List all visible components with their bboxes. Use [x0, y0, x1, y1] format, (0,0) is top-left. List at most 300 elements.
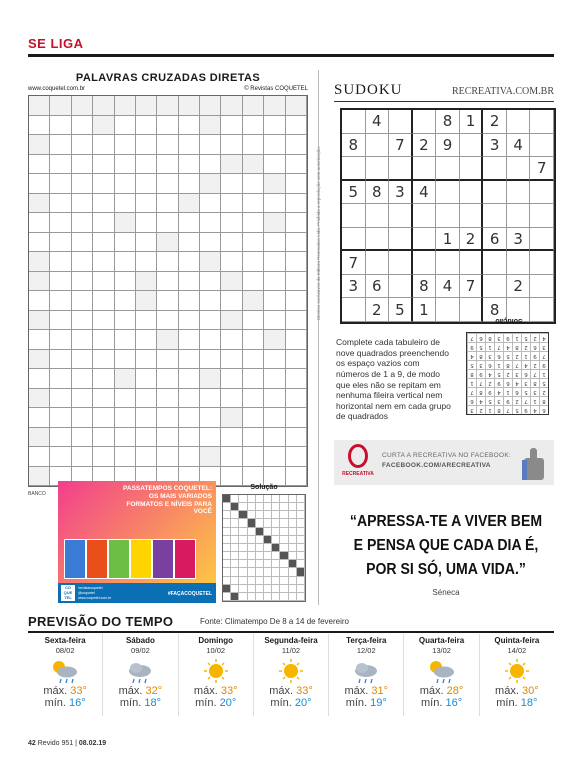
- forecast-max: [179, 685, 253, 697]
- crossword-answer-cell[interactable]: [200, 213, 221, 233]
- crossword-answer-cell[interactable]: [179, 447, 200, 467]
- crossword-answer-cell[interactable]: [136, 155, 157, 175]
- crossword-answer-cell[interactable]: [243, 272, 264, 292]
- sudoku-empty-cell[interactable]: [460, 204, 484, 228]
- sudoku-empty-cell[interactable]: [460, 251, 484, 275]
- crossword-answer-cell[interactable]: [93, 408, 114, 428]
- crossword-answer-cell[interactable]: [115, 252, 136, 272]
- crossword-answer-cell[interactable]: [50, 213, 71, 233]
- sudoku-empty-cell[interactable]: [389, 228, 413, 252]
- crossword-answer-cell[interactable]: [243, 252, 264, 272]
- crossword-answer-cell[interactable]: [286, 272, 307, 292]
- crossword-answer-cell[interactable]: [72, 369, 93, 389]
- crossword-answer-cell[interactable]: [243, 194, 264, 214]
- crossword-answer-cell[interactable]: [179, 233, 200, 253]
- sudoku-solution-cell: 2: [530, 360, 539, 369]
- crossword-answer-cell[interactable]: [200, 311, 221, 331]
- crossword-answer-cell[interactable]: [136, 311, 157, 331]
- crossword-answer-cell[interactable]: [179, 213, 200, 233]
- crossword-answer-cell[interactable]: [93, 155, 114, 175]
- crossword-answer-cell[interactable]: [179, 116, 200, 136]
- crossword-answer-cell[interactable]: [115, 233, 136, 253]
- crossword-answer-cell[interactable]: [29, 369, 50, 389]
- crossword-answer-cell[interactable]: [221, 350, 242, 370]
- crossword-answer-cell[interactable]: [179, 428, 200, 448]
- sudoku-empty-cell[interactable]: [436, 251, 460, 275]
- crossword-answer-cell[interactable]: [72, 155, 93, 175]
- crossword-answer-cell[interactable]: [50, 272, 71, 292]
- sudoku-empty-cell[interactable]: [460, 134, 484, 158]
- crossword-answer-cell[interactable]: [179, 350, 200, 370]
- facebook-banner[interactable]: [334, 440, 554, 485]
- crossword-answer-cell[interactable]: [136, 135, 157, 155]
- crossword-answer-cell[interactable]: [221, 389, 242, 409]
- crossword-answer-cell[interactable]: [93, 213, 114, 233]
- crossword-answer-cell[interactable]: [29, 330, 50, 350]
- crossword-answer-cell[interactable]: [286, 330, 307, 350]
- sudoku-given-cell: 2: [483, 110, 507, 134]
- crossword-answer-cell[interactable]: [115, 174, 136, 194]
- crossword-answer-cell[interactable]: [50, 155, 71, 175]
- sudoku-empty-cell[interactable]: [530, 110, 554, 134]
- crossword-answer-cell[interactable]: [157, 174, 178, 194]
- sudoku-empty-cell[interactable]: [460, 181, 484, 205]
- crossword-answer-cell[interactable]: [50, 330, 71, 350]
- crossword-answer-cell[interactable]: [50, 408, 71, 428]
- crossword-answer-cell[interactable]: [157, 408, 178, 428]
- crossword-clue-cell: [179, 194, 200, 214]
- ad-links: [78, 586, 111, 601]
- crossword-answer-cell[interactable]: [29, 233, 50, 253]
- sudoku-empty-cell[interactable]: [530, 251, 554, 275]
- crossword-answer-cell[interactable]: [115, 155, 136, 175]
- sudoku-given-cell: 7: [530, 157, 554, 181]
- crossword-answer-cell[interactable]: [243, 330, 264, 350]
- solution-cell: [264, 519, 272, 527]
- crossword-answer-cell[interactable]: [179, 174, 200, 194]
- forecast-day: [103, 634, 178, 716]
- crossword-answer-cell[interactable]: [29, 447, 50, 467]
- sudoku-header: [334, 82, 554, 99]
- sudoku-empty-cell[interactable]: [530, 181, 554, 205]
- crossword-answer-cell[interactable]: [136, 233, 157, 253]
- crossword-answer-cell[interactable]: [286, 116, 307, 136]
- sudoku-empty-cell[interactable]: [389, 275, 413, 299]
- solution-cell: [289, 536, 297, 544]
- crossword-answer-cell[interactable]: [286, 194, 307, 214]
- crossword-answer-cell[interactable]: [157, 369, 178, 389]
- crossword-answer-cell[interactable]: [157, 252, 178, 272]
- crossword-answer-cell[interactable]: [29, 116, 50, 136]
- crossword-answer-cell[interactable]: [115, 389, 136, 409]
- sudoku-empty-cell[interactable]: [366, 251, 390, 275]
- crossword-answer-cell[interactable]: [50, 252, 71, 272]
- crossword-answer-cell[interactable]: [115, 330, 136, 350]
- crossword-answer-cell[interactable]: [93, 330, 114, 350]
- crossword-answer-cell[interactable]: [179, 369, 200, 389]
- sudoku-empty-cell[interactable]: [483, 251, 507, 275]
- crossword-answer-cell[interactable]: [93, 135, 114, 155]
- crossword-answer-cell[interactable]: [286, 252, 307, 272]
- recreativa-logo: [342, 444, 374, 482]
- ad-headline: PASSATEMPOS COQUETEL: OS MAIS VARIADOS FORMATOS E NÍVEIS PARA VOCÊ: [123, 485, 212, 516]
- crossword-answer-cell[interactable]: [72, 330, 93, 350]
- solution-cell: [280, 519, 288, 527]
- crossword-answer-cell[interactable]: [72, 447, 93, 467]
- sudoku-solution-cell: 3: [476, 360, 485, 369]
- sudoku-empty-cell[interactable]: [413, 157, 437, 181]
- crossword-answer-cell[interactable]: [200, 389, 221, 409]
- crossword-answer-cell[interactable]: [29, 408, 50, 428]
- crossword-answer-cell[interactable]: [93, 428, 114, 448]
- crossword-answer-cell[interactable]: [72, 174, 93, 194]
- crossword-answer-cell[interactable]: [93, 252, 114, 272]
- sudoku-empty-cell[interactable]: [342, 110, 366, 134]
- sudoku-empty-cell[interactable]: [460, 157, 484, 181]
- crossword-answer-cell[interactable]: [115, 311, 136, 331]
- crossword-answer-cell[interactable]: [200, 291, 221, 311]
- sudoku-empty-cell[interactable]: [436, 298, 460, 322]
- crossword-answer-cell[interactable]: [72, 252, 93, 272]
- crossword-answer-cell[interactable]: [221, 233, 242, 253]
- crossword-answer-cell[interactable]: [93, 291, 114, 311]
- crossword-answer-cell[interactable]: [157, 194, 178, 214]
- sudoku-empty-cell[interactable]: [507, 110, 531, 134]
- crossword-answer-cell[interactable]: [115, 116, 136, 136]
- crossword-answer-cell[interactable]: [157, 291, 178, 311]
- sudoku-empty-cell[interactable]: [507, 204, 531, 228]
- crossword-answer-cell[interactable]: [264, 291, 285, 311]
- crossword-answer-cell[interactable]: [243, 116, 264, 136]
- crossword-answer-cell[interactable]: [157, 350, 178, 370]
- crossword-answer-cell[interactable]: [264, 369, 285, 389]
- crossword-answer-cell[interactable]: [264, 155, 285, 175]
- sudoku-empty-cell[interactable]: [389, 157, 413, 181]
- crossword-answer-cell[interactable]: [50, 350, 71, 370]
- crossword-answer-cell[interactable]: [243, 369, 264, 389]
- crossword-answer-cell[interactable]: [221, 369, 242, 389]
- sudoku-empty-cell[interactable]: [483, 275, 507, 299]
- crossword-answer-cell[interactable]: [136, 252, 157, 272]
- crossword-answer-cell[interactable]: [221, 330, 242, 350]
- crossword-answer-cell[interactable]: [115, 272, 136, 292]
- crossword-answer-cell[interactable]: [179, 272, 200, 292]
- crossword-answer-cell[interactable]: [243, 408, 264, 428]
- solution-cell: [223, 528, 231, 536]
- crossword-answer-cell[interactable]: [93, 233, 114, 253]
- crossword-answer-cell[interactable]: [243, 389, 264, 409]
- crossword-answer-cell[interactable]: [286, 135, 307, 155]
- sudoku-empty-cell[interactable]: [413, 110, 437, 134]
- crossword-answer-cell[interactable]: [93, 272, 114, 292]
- crossword-answer-cell[interactable]: [50, 291, 71, 311]
- sudoku-empty-cell[interactable]: [413, 251, 437, 275]
- crossword-answer-cell[interactable]: [93, 369, 114, 389]
- crossword-answer-cell[interactable]: [221, 135, 242, 155]
- crossword-answer-cell[interactable]: [286, 428, 307, 448]
- crossword-answer-cell[interactable]: [136, 369, 157, 389]
- crossword-answer-cell[interactable]: [264, 428, 285, 448]
- solution-cell: [248, 544, 256, 552]
- sudoku-empty-cell[interactable]: [389, 204, 413, 228]
- crossword-answer-cell[interactable]: [179, 291, 200, 311]
- crossword-answer-cell[interactable]: [200, 428, 221, 448]
- crossword-answer-cell[interactable]: [264, 389, 285, 409]
- crossword-answer-cell[interactable]: [50, 135, 71, 155]
- crossword-answer-cell[interactable]: [157, 213, 178, 233]
- crossword-answer-cell[interactable]: [264, 272, 285, 292]
- crossword-answer-cell[interactable]: [243, 311, 264, 331]
- crossword-answer-cell[interactable]: [136, 116, 157, 136]
- sudoku-given-cell: 2: [460, 228, 484, 252]
- sudoku-empty-cell[interactable]: [530, 134, 554, 158]
- crossword-answer-cell[interactable]: [264, 408, 285, 428]
- sudoku-empty-cell[interactable]: [366, 228, 390, 252]
- crossword-answer-cell[interactable]: [264, 135, 285, 155]
- crossword-answer-cell[interactable]: [286, 155, 307, 175]
- crossword-answer-cell[interactable]: [29, 155, 50, 175]
- sudoku-solution-cell: 9: [521, 405, 530, 414]
- sudoku-empty-cell[interactable]: [413, 228, 437, 252]
- crossword-answer-cell[interactable]: [136, 194, 157, 214]
- crossword-answer-cell[interactable]: [264, 194, 285, 214]
- sudoku-empty-cell[interactable]: [530, 228, 554, 252]
- crossword-answer-cell[interactable]: [50, 311, 71, 331]
- sudoku-empty-cell[interactable]: [436, 181, 460, 205]
- crossword-answer-cell[interactable]: [50, 428, 71, 448]
- crossword-answer-cell[interactable]: [286, 350, 307, 370]
- crossword-answer-cell[interactable]: [157, 155, 178, 175]
- crossword-answer-cell[interactable]: [157, 135, 178, 155]
- solution-cell: [289, 593, 297, 601]
- crossword-answer-cell[interactable]: [264, 447, 285, 467]
- crossword-answer-cell[interactable]: [243, 447, 264, 467]
- crossword-answer-cell[interactable]: [179, 252, 200, 272]
- crossword-answer-cell[interactable]: [221, 447, 242, 467]
- crossword-answer-cell[interactable]: [115, 291, 136, 311]
- crossword-answer-cell[interactable]: [286, 369, 307, 389]
- crossword-answer-cell[interactable]: [115, 194, 136, 214]
- crossword-answer-cell[interactable]: [200, 194, 221, 214]
- crossword-answer-cell[interactable]: [29, 213, 50, 233]
- sudoku-solution-cell: 8: [539, 396, 548, 405]
- crossword-answer-cell[interactable]: [50, 174, 71, 194]
- sudoku-empty-cell[interactable]: [366, 134, 390, 158]
- crossword-answer-cell[interactable]: [243, 213, 264, 233]
- sudoku-empty-cell[interactable]: [342, 298, 366, 322]
- sudoku-empty-cell[interactable]: [389, 110, 413, 134]
- crossword-answer-cell[interactable]: [29, 291, 50, 311]
- crossword-answer-cell[interactable]: [179, 330, 200, 350]
- crossword-answer-cell[interactable]: [115, 135, 136, 155]
- crossword-answer-cell[interactable]: [136, 428, 157, 448]
- crossword-clue-cell: [136, 96, 157, 116]
- crossword-answer-cell[interactable]: [50, 389, 71, 409]
- sudoku-empty-cell[interactable]: [483, 204, 507, 228]
- crossword-answer-cell[interactable]: [72, 291, 93, 311]
- solution-cell: [231, 585, 239, 593]
- crossword-answer-cell[interactable]: [50, 447, 71, 467]
- crossword-answer-cell[interactable]: [157, 389, 178, 409]
- crossword-answer-cell[interactable]: [93, 350, 114, 370]
- crossword-answer-cell[interactable]: [221, 428, 242, 448]
- crossword-answer-cell[interactable]: [72, 135, 93, 155]
- crossword-answer-cell[interactable]: [264, 350, 285, 370]
- crossword-answer-cell[interactable]: [93, 194, 114, 214]
- crossword-answer-cell[interactable]: [136, 330, 157, 350]
- crossword-answer-cell[interactable]: [179, 155, 200, 175]
- crossword-answer-cell[interactable]: [72, 350, 93, 370]
- sudoku-solution-cell: 6: [521, 369, 530, 378]
- crossword-answer-cell[interactable]: [50, 233, 71, 253]
- crossword-answer-cell[interactable]: [157, 447, 178, 467]
- crossword-answer-cell[interactable]: [50, 194, 71, 214]
- sudoku-empty-cell[interactable]: [413, 204, 437, 228]
- crossword-answer-cell[interactable]: [286, 291, 307, 311]
- crossword-answer-cell[interactable]: [221, 291, 242, 311]
- crossword-answer-cell[interactable]: [93, 174, 114, 194]
- solution-cell: [223, 495, 231, 503]
- crossword-answer-cell[interactable]: [115, 350, 136, 370]
- ad-link-site[interactable]: www.coquetel.com.br: [78, 596, 112, 600]
- sudoku-empty-cell[interactable]: [436, 204, 460, 228]
- crossword-answer-cell[interactable]: [93, 311, 114, 331]
- sudoku-empty-cell[interactable]: [507, 157, 531, 181]
- crossword-solution-grid: [222, 494, 306, 602]
- facebook-url[interactable]: FACEBOOK.COM/ARECREATIVA: [382, 462, 491, 469]
- sudoku-empty-cell[interactable]: [483, 157, 507, 181]
- crossword-answer-cell[interactable]: [264, 116, 285, 136]
- crossword-answer-cell[interactable]: [200, 350, 221, 370]
- crossword-answer-cell[interactable]: [200, 135, 221, 155]
- sudoku-empty-cell[interactable]: [507, 181, 531, 205]
- coquetel-logo: CO QUE TEL: [61, 585, 75, 601]
- sun-cloud-rain-icon: [424, 657, 460, 685]
- sudoku-empty-cell[interactable]: [342, 204, 366, 228]
- crossword-answer-cell[interactable]: [221, 213, 242, 233]
- coquetel-ad[interactable]: [58, 481, 216, 603]
- crossword-answer-cell[interactable]: [29, 174, 50, 194]
- crossword-answer-cell[interactable]: [157, 116, 178, 136]
- crossword-answer-cell[interactable]: [200, 330, 221, 350]
- crossword-answer-cell[interactable]: [264, 311, 285, 331]
- sudoku-empty-cell[interactable]: [483, 181, 507, 205]
- solution-cell: [256, 577, 264, 585]
- crossword-answer-cell[interactable]: [243, 233, 264, 253]
- crossword-clue-cell: [29, 194, 50, 214]
- crossword-answer-cell[interactable]: [136, 389, 157, 409]
- sudoku-solution-cell: 8: [485, 333, 494, 342]
- sudoku-empty-cell[interactable]: [389, 251, 413, 275]
- crossword-answer-cell[interactable]: [115, 408, 136, 428]
- crossword-answer-cell[interactable]: [72, 233, 93, 253]
- sudoku-empty-cell[interactable]: [342, 228, 366, 252]
- crossword-answer-cell[interactable]: [243, 174, 264, 194]
- crossword-site: www.coquetel.com.br: [28, 86, 86, 92]
- crossword-answer-cell[interactable]: [179, 408, 200, 428]
- sudoku-empty-cell[interactable]: [366, 204, 390, 228]
- crossword-answer-cell[interactable]: [179, 389, 200, 409]
- solution-cell: [256, 568, 264, 576]
- crossword-answer-cell[interactable]: [221, 116, 242, 136]
- sudoku-given-cell: 6: [483, 228, 507, 252]
- crossword-answer-cell[interactable]: [115, 428, 136, 448]
- crossword-answer-cell[interactable]: [136, 174, 157, 194]
- crossword-answer-cell[interactable]: [221, 194, 242, 214]
- crossword-answer-cell[interactable]: [200, 155, 221, 175]
- ad-link-facebook[interactable]: /revistacoquetel: [78, 586, 103, 590]
- crossword-answer-cell[interactable]: [286, 174, 307, 194]
- crossword-answer-cell[interactable]: [157, 311, 178, 331]
- sudoku-empty-cell[interactable]: [436, 157, 460, 181]
- solution-cell: [297, 495, 305, 503]
- crossword-answer-cell[interactable]: [286, 408, 307, 428]
- sudoku-solution-cell: 6: [503, 378, 512, 387]
- solution-cell: [231, 552, 239, 560]
- sudoku-empty-cell[interactable]: [530, 275, 554, 299]
- crossword-answer-cell[interactable]: [286, 389, 307, 409]
- solution-cell: [223, 536, 231, 544]
- crossword-answer-cell[interactable]: [50, 116, 71, 136]
- crossword-answer-cell[interactable]: [286, 233, 307, 253]
- crossword-answer-cell[interactable]: [243, 428, 264, 448]
- crossword-answer-cell[interactable]: [72, 428, 93, 448]
- crossword-answer-cell[interactable]: [136, 213, 157, 233]
- crossword-answer-cell[interactable]: [243, 135, 264, 155]
- crossword-answer-cell[interactable]: [179, 135, 200, 155]
- crossword-answer-cell[interactable]: [243, 350, 264, 370]
- ad-link-instagram[interactable]: @coquetel: [78, 591, 95, 595]
- crossword-answer-cell[interactable]: [157, 272, 178, 292]
- crossword-answer-cell[interactable]: [200, 233, 221, 253]
- crossword-answer-cell[interactable]: [93, 447, 114, 467]
- sudoku-empty-cell[interactable]: [342, 157, 366, 181]
- crossword-answer-cell[interactable]: [72, 116, 93, 136]
- crossword-answer-cell[interactable]: [221, 252, 242, 272]
- crossword-answer-cell[interactable]: [179, 311, 200, 331]
- crossword-answer-cell[interactable]: [136, 350, 157, 370]
- crossword-answer-cell[interactable]: [72, 272, 93, 292]
- crossword-answer-cell[interactable]: [50, 369, 71, 389]
- crossword-answer-cell[interactable]: [221, 174, 242, 194]
- sudoku-empty-cell[interactable]: [507, 251, 531, 275]
- crossword-answer-cell[interactable]: [72, 311, 93, 331]
- crossword-answer-cell[interactable]: [93, 389, 114, 409]
- sudoku-solution-cell: 8: [494, 405, 503, 414]
- solution-cell: [239, 536, 247, 544]
- crossword-answer-cell[interactable]: [286, 213, 307, 233]
- crossword-answer-cell[interactable]: [136, 408, 157, 428]
- crossword-answer-cell[interactable]: [115, 447, 136, 467]
- crossword-answer-cell[interactable]: [157, 428, 178, 448]
- crossword-answer-cell[interactable]: [264, 233, 285, 253]
- crossword-answer-cell[interactable]: [136, 447, 157, 467]
- crossword-answer-cell[interactable]: [200, 408, 221, 428]
- crossword-answer-cell[interactable]: [72, 213, 93, 233]
- crossword-answer-cell[interactable]: [200, 272, 221, 292]
- crossword-brand: © Revistas COQUETEL: [244, 86, 308, 92]
- crossword-answer-cell[interactable]: [72, 408, 93, 428]
- facebook-cta: CURTA A RECREATIVA NO FACEBOOK:: [382, 452, 512, 459]
- crossword-answer-cell[interactable]: [286, 447, 307, 467]
- crossword-answer-cell[interactable]: [72, 389, 93, 409]
- crossword-answer-cell[interactable]: [286, 311, 307, 331]
- sudoku-empty-cell[interactable]: [530, 204, 554, 228]
- sudoku-empty-cell[interactable]: [366, 157, 390, 181]
- crossword-answer-cell[interactable]: [72, 194, 93, 214]
- crossword-answer-cell[interactable]: [264, 252, 285, 272]
- solution-cell: [256, 519, 264, 527]
